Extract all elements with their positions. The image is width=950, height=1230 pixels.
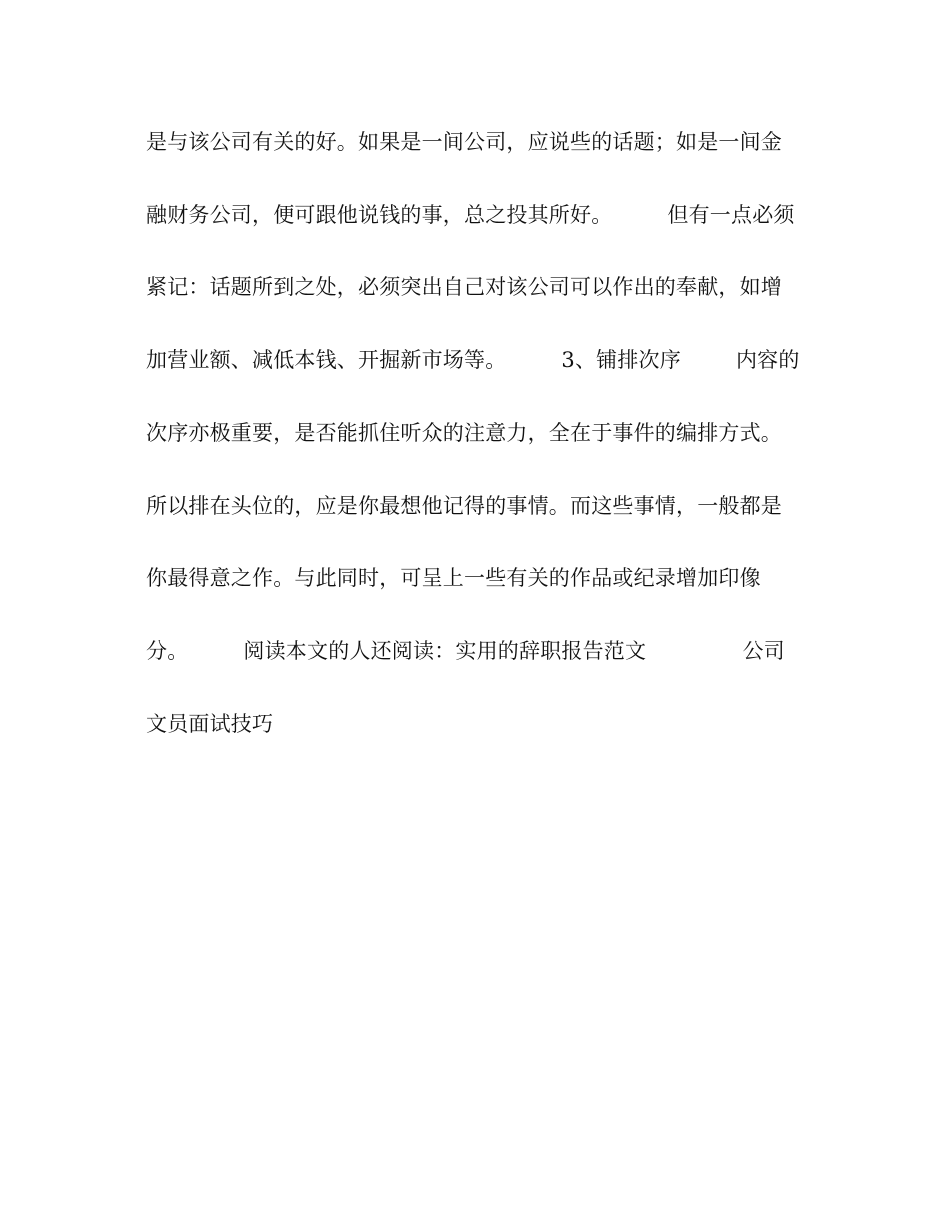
text-line: 你最得意之作。与此同时，可呈上一些有关的作品或纪录增加印像: [146, 566, 761, 590]
text-line: 融财务公司，便可跟他说钱的事，总之投其所好。 但有一点必须: [146, 203, 795, 227]
text-line: 次序亦极重要，是否能抓住听众的注意力，全在于事件的编排方式。: [146, 421, 782, 445]
text-line: 加营业额、减低本钱、开掘新市场等。 3、铺排次序 内容的: [146, 348, 800, 372]
text-line: 是与该公司有关的好。如果是一间公司，应说些的话题；如是一间金: [146, 130, 782, 154]
text-line: 所以排在头位的，应是你最想他记得的事情。而这些事情，一般都是: [146, 494, 782, 518]
text-line: 分。 阅读本文的人还阅读：实用的辞职报告范文 公司: [146, 639, 785, 663]
text-line: 文员面试技巧: [146, 712, 274, 736]
text-line: 紧记：话题所到之处，必须突出自己对该公司可以作出的奉献，如增: [146, 275, 782, 299]
